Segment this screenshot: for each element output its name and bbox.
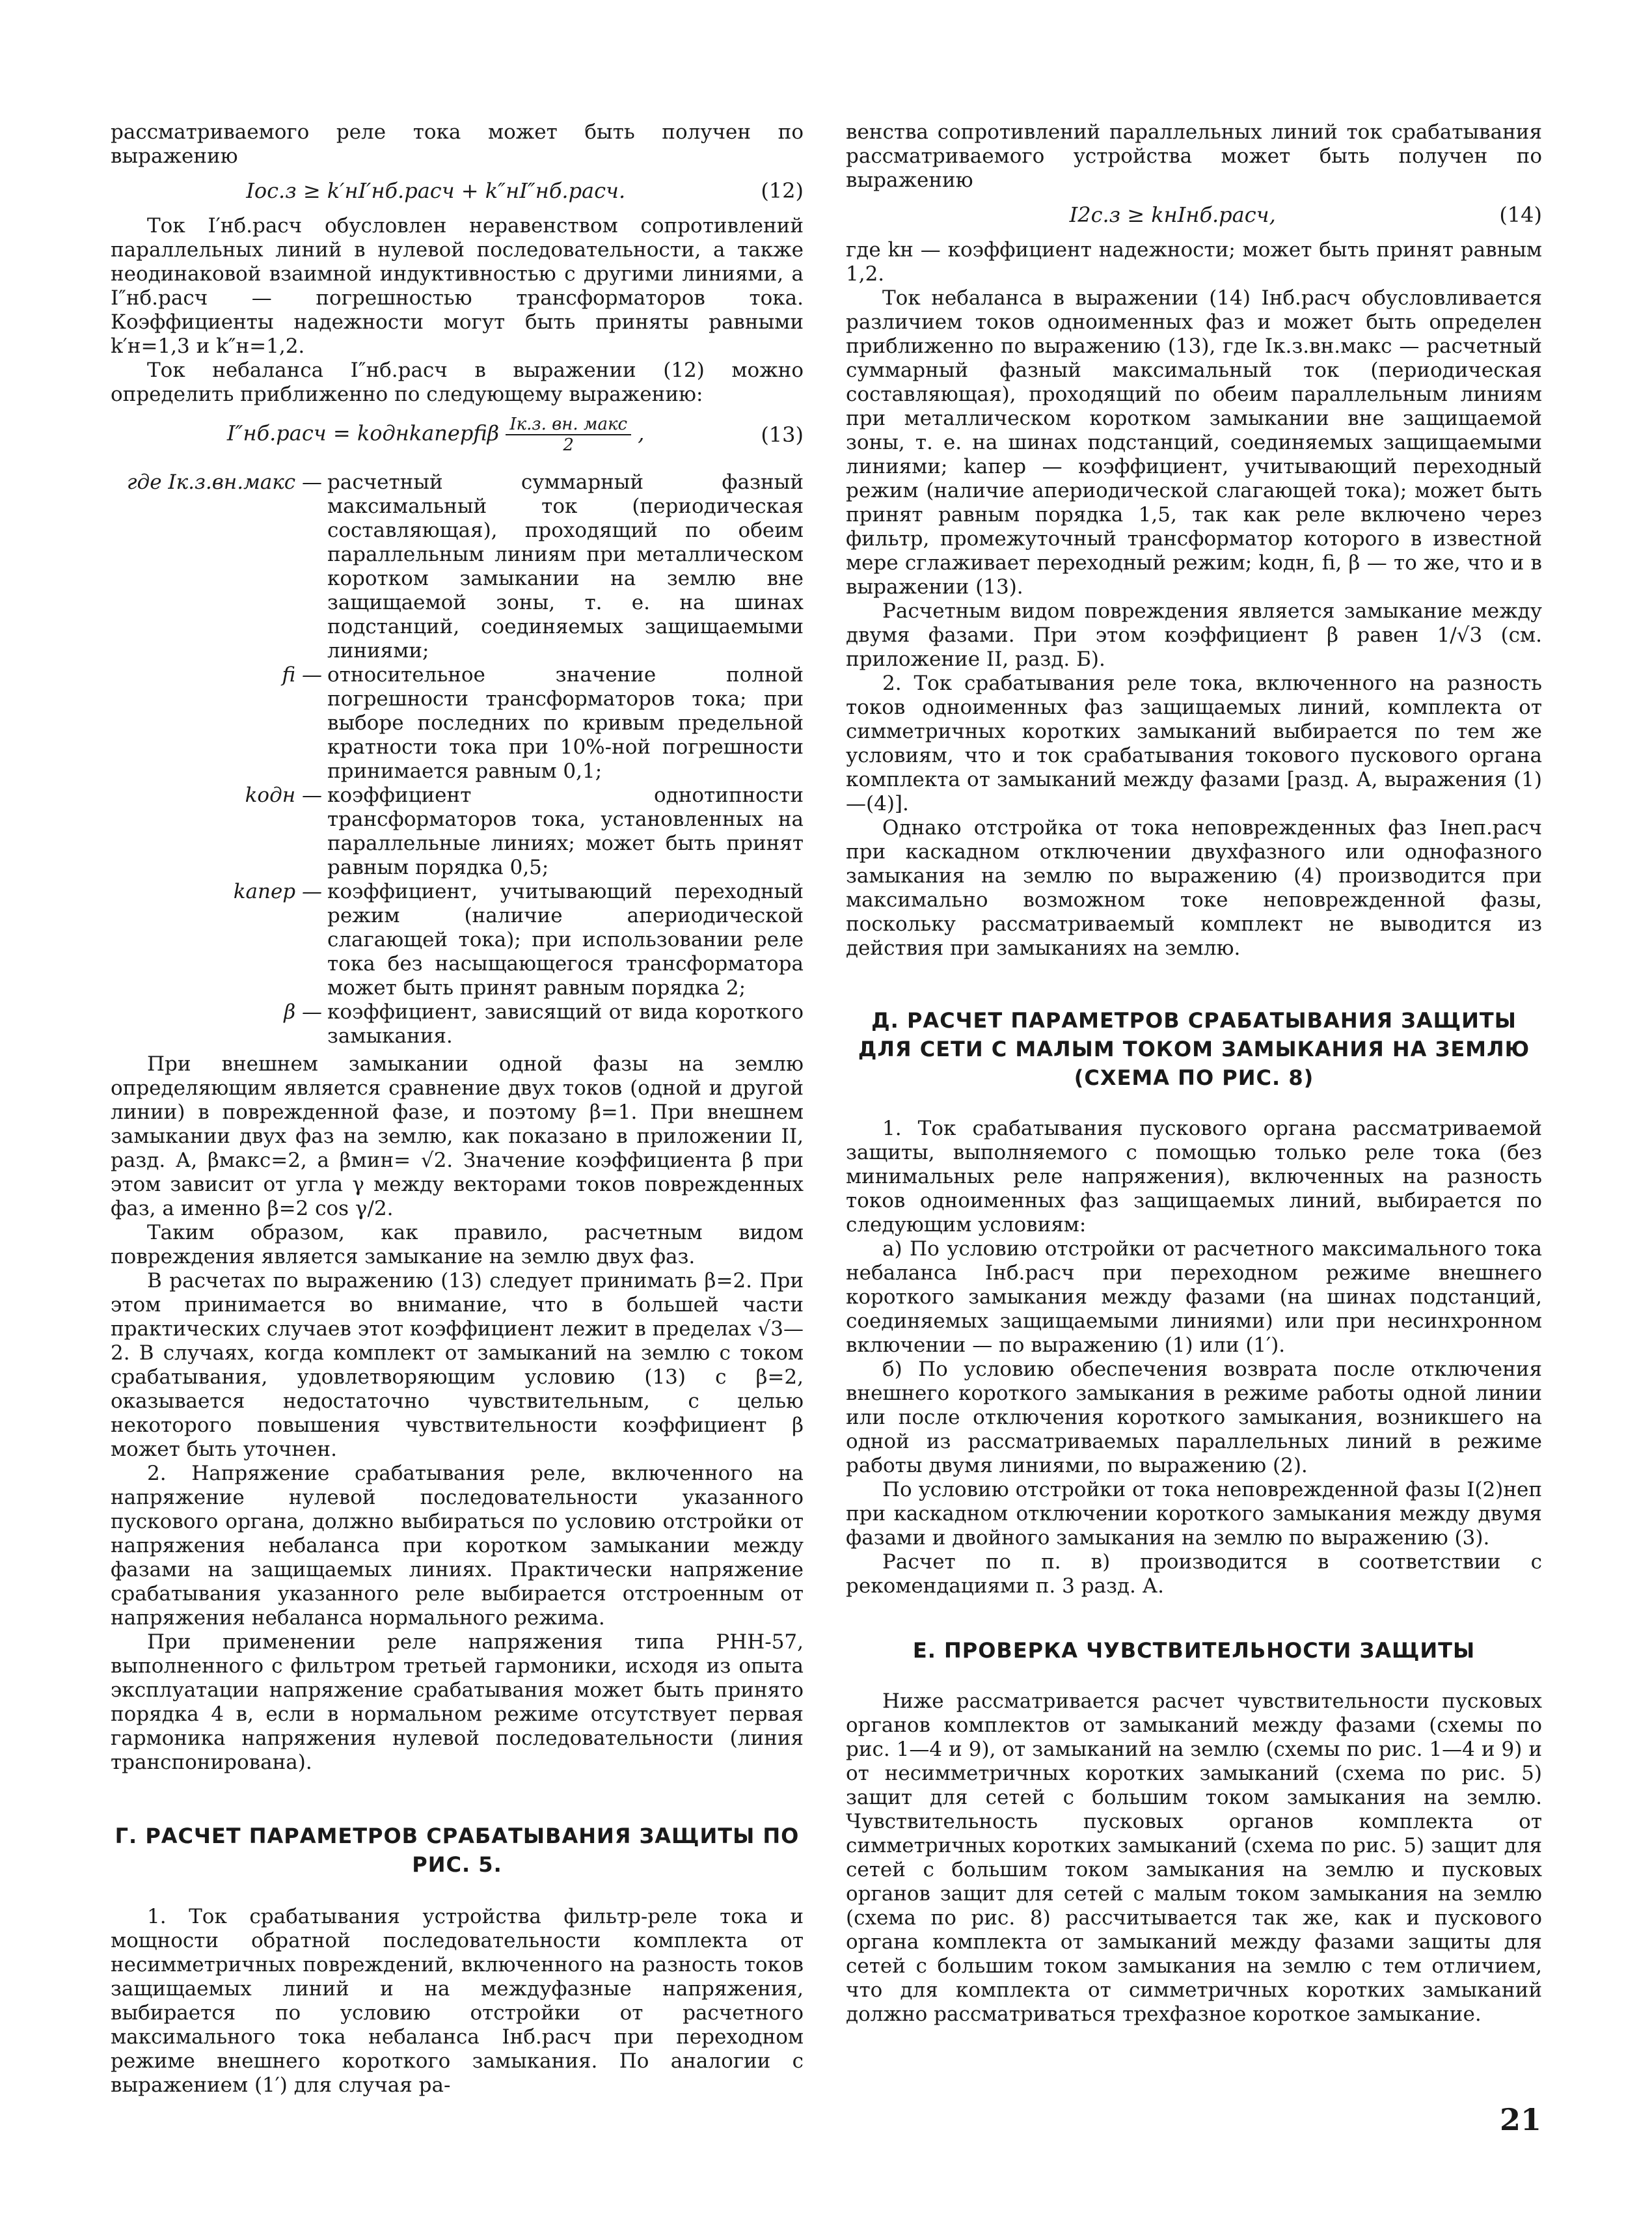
- paragraph: где kн — коэффициент надежности; может быть принят равным 1,2.: [846, 238, 1542, 286]
- page-number: 21: [1499, 2102, 1541, 2137]
- equation-formula: Iос.з ≥ k′нI′нб.расч + k″нI″нб.расч.: [246, 178, 626, 203]
- equation-formula: [111, 415, 761, 455]
- definition-symbol: β —: [284, 1000, 322, 1024]
- fraction-denominator: 2: [563, 435, 574, 455]
- definition-text: расчетный суммарный фазный максимальный ток (периодическая составляющая), проходящий по обеим параллельным линиям при металлическом коротком замыкании на землю вне защищаемой зоны, т. е. на шинах подстанций, соединяемых защищаемыми линиями;: [327, 471, 804, 663]
- paragraph: 2. Ток срабатывания реле тока, включенного на разность токов одноименных фаз защищаемых линий, комплекта от симметричных коротких замыканий выбирается по тем же условиям, что и ток срабатывания токового пускового органа комплекта от замыканий между фазами [разд. А, выражения (1)—(4)].: [846, 672, 1542, 815]
- equation-13: [111, 407, 804, 464]
- equation-14: [846, 193, 1542, 238]
- paragraph: б) По условию обеспечения возврата после отключения внешнего короткого замыкания в режиме работы одной линии или после отключения короткого замыкания, возникшего на одной из рассматриваемых параллельных линий в режиме работы двумя линиями, по выражению (2).: [846, 1358, 1542, 1477]
- paragraph: Ток небаланса I″нб.расч в выражении (12) можно определить приближенно по следующему выражению:: [111, 359, 804, 406]
- section-heading-d: Д. РАСЧЕТ ПАРАМЕТРОВ СРАБАТЫВАНИЯ ЗАЩИТЫ ДЛЯ СЕТИ С МАЛЫМ ТОКОМ ЗАМЫКАНИЯ НА ЗЕМЛЮ (СХЕМА ПО РИС. 8): [858, 1008, 1530, 1090]
- definition-item: [111, 471, 804, 663]
- fraction-numerator: Iк.з. вн. макс: [506, 415, 631, 435]
- equation-lhs: I″нб.расч = kоднkаперfiβ: [226, 420, 500, 446]
- definition-symbol: kодн —: [245, 784, 322, 807]
- definition-symbol: kапер —: [233, 880, 322, 903]
- definition-text: коэффициент однотипности трансформаторов тока, установленных на параллельные линиях; может быть принят равным порядка 0,5;: [327, 784, 804, 879]
- paragraph: 1. Ток срабатывания пускового органа рассматриваемой защиты, выполняемого с помощью только реле тока (без минимальных реле напряжения), включенных на разность токов одноименных фаз защищаемых линий, выбирается по следующим условиям:: [846, 1117, 1542, 1237]
- section-heading-g: Г. РАСЧЕТ ПАРАМЕТРОВ СРАБАТЫВАНИЯ ЗАЩИТЫ ПО РИС. 5.: [115, 1824, 800, 1877]
- paragraph: В расчетах по выражению (13) следует принимать β=2. При этом принимается во внимание, что в большей части практических случаев этот коэффициент лежит в пределах √3—2. В случаях, когда комплект от замыканий на землю с током срабатывания, удовлетворяющим условию (13) с β=2, оказывается недостаточно чувствительным, с целью некоторого повышения чувствительности коэффициент β может быть уточнен.: [111, 1269, 804, 1461]
- section-heading-e: Е. ПРОВЕРКА ЧУВСТВИТЕЛЬНОСТИ ЗАЩИТЫ: [912, 1638, 1476, 1663]
- paragraph: По условию отстройки от тока неповрежденной фазы I(2)неп при каскадном отключении короткого замыкания между двумя фазами и двойного замыкания на землю по выражению (3).: [846, 1478, 1542, 1550]
- equation-number: (13): [761, 422, 804, 447]
- definition-symbol: где Iк.з.вн.макс —: [126, 471, 322, 494]
- paragraph: При внешнем замыкании одной фазы на землю определяющим является сравнение двух токов (одной и другой линии) в поврежденной фазе, и поэтому β=1. При внешнем замыкании двух фаз на землю, как показано в приложении II, разд. А, βмакс=2, а βмин= √2. Значение коэффициента β при этом зависит от угла γ между векторами токов поврежденных фаз, а именно β=2 cos γ/2.: [111, 1052, 804, 1220]
- definition-text: относительное значение полной погрешности трансформаторов тока; при выборе последних по кривым предельной кратности тока при 10%-ной погрешности принимается равным 0,1;: [327, 663, 804, 783]
- equation-12: [111, 169, 804, 214]
- paragraph: Однако отстройка от тока неповрежденных фаз Iнеп.расч при каскадном отключении двухфазного или однофазного замыкания на землю по выражению (4) производится при максимально возможном токе неповрежденной фазы, поскольку рассматриваемый комплект не выводится из действия при замыканиях на землю.: [846, 816, 1542, 960]
- paragraph: венства сопротивлений параллельных линий ток срабатывания рассматриваемого устройства может быть получен по выражению: [846, 120, 1542, 192]
- paragraph: Ниже рассматривается расчет чувствительности пусковых органов комплектов от замыканий между фазами (схемы по рис. 1—4 и 9), от замыканий на землю (схемы по рис. 1—4 и 9) и от несимметричных коротких замыканий (схема по рис. 5) защит для сетей с большим током замыкания на землю. Чувствительность пусковых органов комплекта от симметричных коротких замыканий (схема по рис. 5) защит для сетей с большим током замыкания на землю и пусковых органов защит для сетей с малым током замыкания на землю (схема по рис. 8) рассчитывается так же, как и пускового органа комплекта от замыканий между фазами защиты для сетей с большим током замыкания на землю с тем отличием, что для комплекта от симметричных коротких замыканий должно рассматриваться трехфазное короткое замыкание.: [846, 1689, 1542, 2026]
- paragraph: 2. Напряжение срабатывания реле, включенного на напряжение нулевой последовательности указанного пускового органа, должно выбираться по условию отстройки от напряжения небаланса при коротком замыкании между фазами на защищаемых линиях. Практически напряжение срабатывания указанного реле выбирается отстроенным от напряжения небаланса нормального режима.: [111, 1462, 804, 1630]
- paragraph: 1. Ток срабатывания устройства фильтр-реле тока и мощности обратной последовательности комплекта от несимметричных повреждений, включенного на разность токов защищаемых линий и на междуфазные напряжения, выбирается по условию отстройки от расчетного максимального тока небаланса Iнб.расч при переходном режиме внешнего короткого замыкания. По аналогии с выражением (1′) для случая ра-: [111, 1905, 804, 2097]
- paragraph: Ток I′нб.расч обусловлен неравенством сопротивлений параллельных линий в нулевой последовательности, а также неодинаковой взаимной индуктивностью с другими линиями, а I″нб.расч — погрешностью трансформаторов тока. Коэффициенты надежности могут быть приняты равными k′н=1,3 и k″н=1,2.: [111, 214, 804, 358]
- equation-number: (12): [761, 178, 804, 203]
- definition-symbol: fi —: [282, 663, 322, 687]
- definition-item: [111, 784, 804, 880]
- left-column: [111, 120, 804, 2098]
- paragraph: рассматриваемого реле тока может быть получен по выражению: [111, 120, 804, 168]
- equation-number: (14): [1499, 202, 1542, 227]
- equation-formula: I2с.з ≥ kнIнб.расч,: [1069, 202, 1276, 227]
- definition-item: [111, 1000, 804, 1048]
- definition-item: [111, 663, 804, 784]
- paragraph: Расчет по п. в) производится в соответствии с рекомендациями п. 3 разд. А.: [846, 1550, 1542, 1598]
- paragraph: При применении реле напряжения типа РНН-57, выполненного с фильтром третьей гармоники, исходя из опыта эксплуатации напряжение срабатывания может быть принято порядка 4 в, если в нормальном режиме отсутствует первая гармоника напряжения нулевой последовательности (линия транспонирована).: [111, 1630, 804, 1774]
- definition-item: [111, 880, 804, 1000]
- equation-fraction: [506, 415, 631, 455]
- definition-text: коэффициент, зависящий от вида короткого замыкания.: [327, 1000, 804, 1048]
- paragraph: а) По условию отстройки от расчетного максимального тока небаланса Iнб.расч при переходном режиме внешнего короткого замыкания между фазами (на шинах подстанций, соединяемых защищаемыми линиями) или при несинхронном включении — по выражению (1) или (1′).: [846, 1237, 1542, 1357]
- definition-text: коэффициент, учитывающий переходный режим (наличие апериодической слагающей тока); при использовании реле тока без насыщающегося трансформатора может быть принят равным порядка 2;: [327, 880, 804, 1000]
- right-column: [846, 120, 1542, 2027]
- definition-list: [111, 471, 804, 1048]
- paragraph: Расчетным видом повреждения является замыкание между двумя фазами. При этом коэффициент β равен 1/√3 (см. приложение II, разд. Б).: [846, 599, 1542, 671]
- paragraph: Таким образом, как правило, расчетным видом повреждения является замыкание на землю двух фаз.: [111, 1221, 804, 1268]
- paragraph: Ток небаланса в выражении (14) Iнб.расч обусловливается различием токов одноименных фаз и может быть определен приближенно по выражению (13), где Iк.з.вн.макс — расчетный суммарный фазный максимальный ток (периодическая составляющая), проходящий по обеим параллельным линиям при металлическом коротком замыкании вне защищаемой зоны, т. е. на шинах подстанций, соединяемых защищаемыми линиями; kапер — коэффициент, учитывающий переходный режим (наличие апериодической слагающей тока); может быть принят равным порядка 1,5, так как реле включено через фильтр, промежуточный трансформатор которого в известной мере сглаживает переходный режим; kодн, fi, β — то же, что и в выражении (13).: [846, 286, 1542, 599]
- equation-tail: ,: [638, 420, 645, 446]
